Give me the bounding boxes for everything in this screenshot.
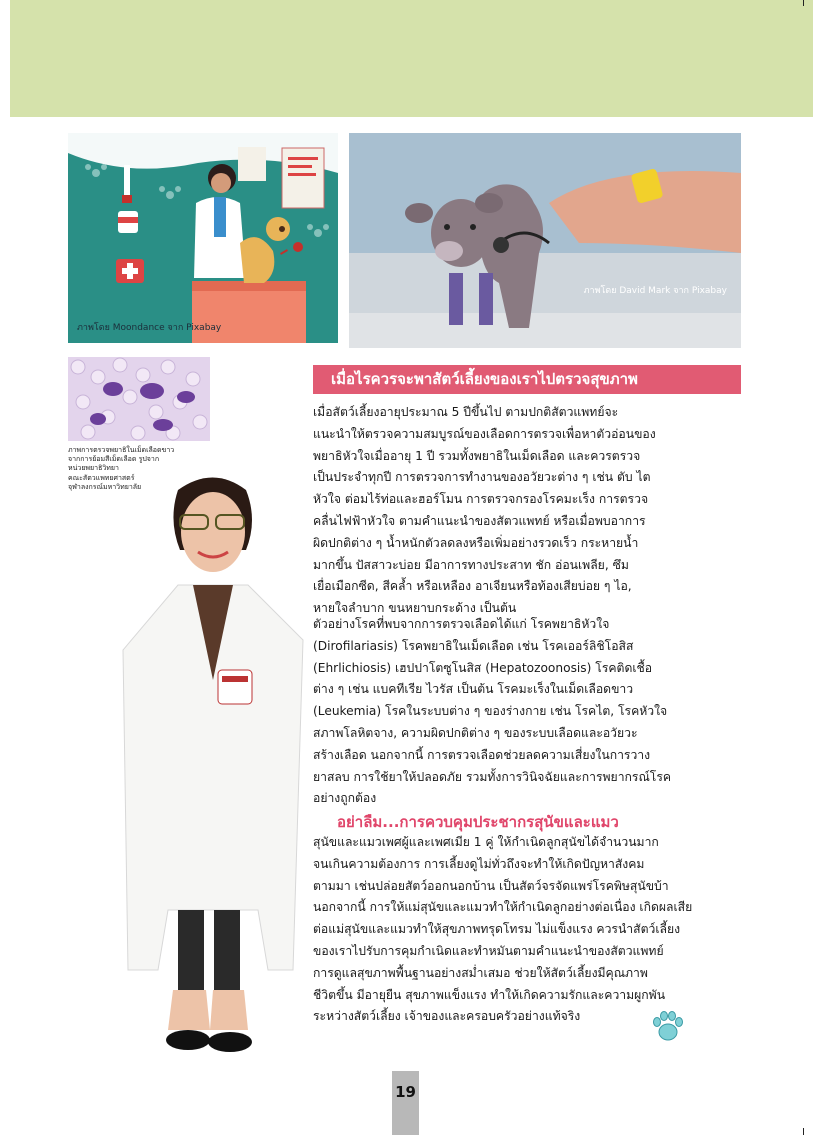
text-line: สุนัขและแมวเพศผู้และเพศเมีย 1 คู่ ให้กำเนิดลูกสุนัขได้จำนวนมาก	[313, 835, 659, 849]
text-line: (Dirofilariasis) โรคพยาธิในเม็ดเลือด เช่น โรคเออร์ลิชิโอสิส	[313, 638, 634, 653]
text-line: การดูแลสุขภาพพื้นฐานอย่างสม่ำเสมอ ช่วยให้สัตว์เลี้ยงมีคุณภาพ	[313, 965, 648, 980]
crop-mark	[803, 1128, 804, 1135]
puppy-photo-image	[349, 133, 741, 348]
page-number-tab	[392, 1071, 419, 1135]
text-line: อย่างถูกต้อง	[313, 791, 377, 806]
text-line: ต่าง ๆ เช่น แบคทีเรีย ไวรัส เป็นต้น โรคมะเร็งในเม็ดเลือดขาว	[313, 682, 634, 697]
text-line: นอกจากนี้ การให้แม่สุนัขและแมวทำให้กำเนิดลูกอย่างต่อเนื่อง เกิดผลเสีย	[313, 900, 693, 915]
text-line: เมื่อสัตว์เลี้ยงอายุประมาณ 5 ปีขึ้นไป ตามปกติสัตวแพทย์จะ	[313, 405, 619, 419]
text-line: สภาพโลหิตจาง, ความผิดปกติต่าง ๆ ของระบบเลือดและอวัยวะ	[313, 725, 638, 740]
paw-print-icon	[650, 1008, 686, 1044]
text-line: ยาสลบ การใช้ยาให้ปลอดภัย รวมทั้งการวินิจฉัยและการพยากรณ์โรค	[313, 769, 672, 784]
puppy-photo-art	[349, 133, 741, 348]
puppy-photo-credit: ภาพโดย David Mark จาก Pixabay	[583, 286, 727, 296]
vet-illustration-art	[68, 133, 338, 343]
page-number: 19	[395, 1083, 416, 1101]
subheading-population-control: อย่าลืม...การควบคุมประชากรสุนัขและแมว	[337, 813, 619, 831]
blood-smear-art	[68, 357, 210, 441]
text-line: ตัวอย่างโรคที่พบจากการตรวจเลือดได้แก่ โรคพยาธิหัวใจ	[313, 617, 610, 631]
text-line: (Ehrlichiosis) เฮปปาโตซูโนสิส (Hepatozoonosis) โรคติดเชื้อ	[313, 660, 653, 675]
header-band	[10, 0, 813, 117]
caption-line: จากการย้อมสีเม็ดเลือด รูปจาก	[68, 455, 160, 464]
text-line: หายใจลำบาก ขนหยาบกระด้าง เป็นต้น	[313, 601, 517, 616]
vet-illustration-credit: ภาพโดย Moondance จาก Pixabay	[77, 323, 222, 333]
section-heading: เมื่อไรควรจะพาสัตว์เลี้ยงของเราไปตรวจสุขภาพ	[313, 365, 741, 394]
paragraph-population-control	[313, 832, 741, 1028]
caption-line: ภาพการตรวจพยาธิในเม็ดเลือดขาว	[68, 446, 175, 454]
text-line: เยื่อเมือกซีด, สีคล้ำ หรือเหลือง อาเจียนหรือท้องเสียบ่อย ๆ ไอ,	[313, 579, 632, 594]
text-line: คลื่นไฟฟ้าหัวใจ ตามคำแนะนำของสัตวแพทย์ หรือเมื่อพบอาการ	[313, 513, 646, 528]
vet-illustration-image	[68, 133, 338, 343]
text-line: ตามมา เช่นปล่อยสัตว์ออกนอกบ้าน เป็นสัตว์จรจัดแพร่โรคพิษสุนัขบ้า	[313, 878, 669, 893]
paragraph-checkup-timing	[313, 402, 741, 620]
text-line: (Leukemia) โรคในระบบต่าง ๆ ของร่างกาย เช่น โรคไต, โรคหัวใจ	[313, 704, 668, 719]
blood-smear-image	[68, 357, 210, 441]
caption-line: จุฬาลงกรณ์มหาวิทยาลัย	[68, 482, 142, 491]
text-line: แนะนำให้ตรวจความสมบูรณ์ของเลือดการตรวจเพื่อหาตัวอ่อนของ	[313, 426, 656, 441]
text-line: ระหว่างสัตว์เลี้ยง เจ้าของและครอบครัวอย่างแท้จริง	[313, 1009, 581, 1024]
text-line: สร้างเลือด นอกจากนี้ การตรวจเลือดช่วยลดความเสี่ยงในการวาง	[313, 747, 651, 762]
text-line: เป็นประจำทุกปี การตรวจการทำงานของอวัยวะต่าง ๆ เช่น ตับ ไต	[313, 470, 651, 485]
text-line: ของเราไปรับการคุมกำเนิดและทำหมันตามคำแนะนำของสัตวแพทย์	[313, 943, 664, 958]
caption-line: หน่วยพยาธิวิทยา	[68, 464, 119, 473]
paragraph-blood-test-diseases	[313, 614, 741, 810]
veterinarian-portrait	[118, 470, 308, 1080]
text-line: ผิดปกติต่าง ๆ น้ำหนักตัวลดลงหรือเพิ่มอย่างรวดเร็ว กระหายน้ำ	[313, 535, 639, 550]
text-line: พยาธิหัวใจเมื่ออายุ 1 ปี รวมทั้งพยาธิในเม็ดเลือด และควรตรวจ	[313, 448, 641, 463]
text-line: หัวใจ ต่อมไร้ท่อและฮอร์โมน การตรวจกรองโรคมะเร็ง การตรวจ	[313, 492, 649, 507]
text-line: มากขึ้น ปัสสาวะบ่อย มีอาการทางประสาท ชัก อ่อนเพลีย, ซึม	[313, 557, 629, 572]
text-line: จนเกินความต้องการ การเลี้ยงดูไม่ทั่วถึงจะทำให้เกิดปัญหาสังคม	[313, 856, 645, 871]
text-line: ต่อแม่สุนัขและแมวทำให้สุขภาพทรุดโทรม ไม่แข็งแรง ควรนำสัตว์เลี้ยง	[313, 922, 681, 937]
crop-mark	[803, 0, 804, 6]
caption-line: คณะสัตวแพทยศาสตร์	[68, 473, 135, 482]
text-line: ชีวิตขึ้น มีอายุยืน สุขภาพแข็งแรง ทำให้เกิดความรักและความผูกพัน	[313, 987, 666, 1002]
